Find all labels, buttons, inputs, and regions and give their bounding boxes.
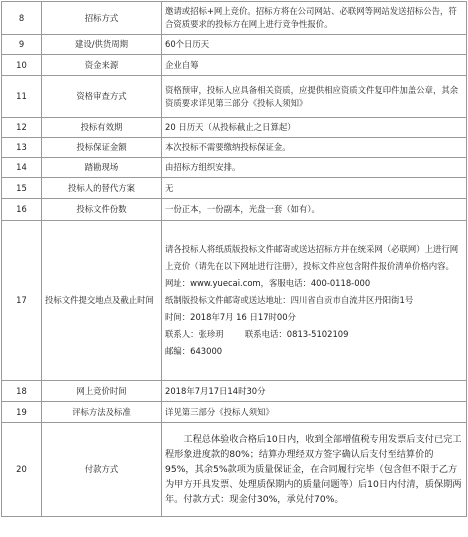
- row-number: 10: [2, 55, 42, 76]
- row-content-line: 无: [165, 182, 174, 193]
- row-content: [162, 118, 467, 138]
- row-number: 11: [2, 76, 42, 118]
- row-item: 投标文件份数: [42, 199, 162, 221]
- row-number: 13: [2, 138, 42, 158]
- table-row-14: [2, 158, 467, 178]
- row-content: [162, 402, 467, 423]
- table-row-13: [2, 138, 467, 158]
- row-number: 18: [2, 381, 42, 402]
- row-number: 8: [2, 2, 42, 35]
- row-content: [162, 158, 467, 178]
- row-content-line: 一份正本，一份副本，光盘一套（如有）。: [165, 204, 320, 214]
- row-number: 16: [2, 199, 42, 221]
- row-item: 评标方法及标准: [42, 402, 162, 423]
- row-number: 12: [2, 118, 42, 138]
- row-content-line: 邀请或招标+网上竞价。招标方将在公司网站、必联网等网站发送招标公告，符合资质要求的投标方在网上进行竞争性报价。: [165, 6, 457, 29]
- row-content: [162, 221, 467, 381]
- table-row-15: [2, 178, 467, 199]
- row-content-line: 纸制版投标文件邮寄或送达地址：四川省自贡市自流井区丹阳街1号: [165, 295, 414, 305]
- tender-info-table: [1, 1, 467, 535]
- row-content: [162, 76, 467, 118]
- table-row-8: [2, 2, 467, 35]
- row-content: [162, 423, 467, 517]
- row-item: 建设/供货周期: [42, 35, 162, 55]
- table-row-17: [2, 221, 467, 381]
- row-item: 投标保证金额: [42, 138, 162, 158]
- row-item: 招标方式: [42, 2, 162, 35]
- row-content: [162, 199, 467, 221]
- table-row-11: [2, 76, 467, 118]
- row-number: 19: [2, 402, 42, 423]
- row-item: 资格审查方式: [42, 76, 162, 118]
- table-row-16: [2, 199, 467, 221]
- row-item: 踏勘现场: [42, 158, 162, 178]
- row-content: [162, 2, 467, 35]
- table-row-20: [2, 423, 467, 517]
- row-number: 17: [2, 221, 42, 381]
- row-content-line: 网址：www.yuecai.com，客服电话：400-0118-000: [165, 278, 371, 288]
- row-number: 20: [2, 423, 42, 517]
- row-item: 投标人的替代方案: [42, 178, 162, 199]
- row-number: 14: [2, 158, 42, 178]
- row-content: [162, 55, 467, 76]
- tender-info-grid: [1, 1, 467, 517]
- row-content: [162, 35, 467, 55]
- row-item: 付款方式: [42, 423, 162, 517]
- row-content: [162, 138, 467, 158]
- table-row-19: [2, 402, 467, 423]
- row-content-line: 资格预审，投标人应具备相关资质，应提供相应资质文件复印件加盖公章，其余资质要求详见第三部分《投标人须知》: [165, 84, 459, 108]
- table-row-9: [2, 35, 467, 55]
- row-item: 资金来源: [42, 55, 162, 76]
- row-item: 网上竞价时间: [42, 381, 162, 402]
- row-number: 9: [2, 35, 42, 55]
- table-row-10: [2, 55, 467, 76]
- table-row-12: [2, 118, 467, 138]
- row-content-line: 联系人：张珍玥 联系电话：0813-5102109: [165, 329, 349, 339]
- row-content: [162, 178, 467, 199]
- row-content-line: 邮编：643000: [165, 346, 223, 356]
- row-item: 投标文件提交地点及截止时间: [42, 221, 162, 381]
- row-content-line: 2018年7月17日14时30分: [165, 385, 266, 396]
- row-content-line: 时间：2018年7月 16 日17时00分: [165, 312, 296, 322]
- row-item: 投标有效期: [42, 118, 162, 138]
- row-content-line: 60个日历天: [165, 39, 210, 49]
- row-content-line: 工程总体验收合格后10日内，收到全部增值税专用发票后支付已完工程形象进度款的80%；结算办理经双方签字确认后支付至结算价的95%，其余5%款项为质量保证金，在合同履行完毕（包含但不限于乙方为甲方开具发票、处理质保期内的质量问题等）后10日内付清，质保期两年。付款方式：现金付30%，承兑付70%。: [165, 434, 462, 505]
- table-row-18: [2, 381, 467, 402]
- row-number: 15: [2, 178, 42, 199]
- row-content: [162, 381, 467, 402]
- row-content-line: 由招标方组织安排。: [165, 162, 241, 172]
- row-content-line: 20 日历天（从投标截止之日算起）: [165, 122, 296, 132]
- row-content-line: 本次投标不需要缴纳投标保证金。: [165, 142, 291, 152]
- row-content-line: 详见第三部分《投标人须知》: [165, 406, 274, 417]
- row-content-line: 请各投标人将纸质版投标文件邮寄或送达招标方并在统采网（必联网）上进行网上竞价（请先在以下网址进行注册），投标文件应包含附件报价清单价格内容。: [165, 244, 459, 271]
- row-content-line: 企业自筹: [165, 59, 199, 70]
